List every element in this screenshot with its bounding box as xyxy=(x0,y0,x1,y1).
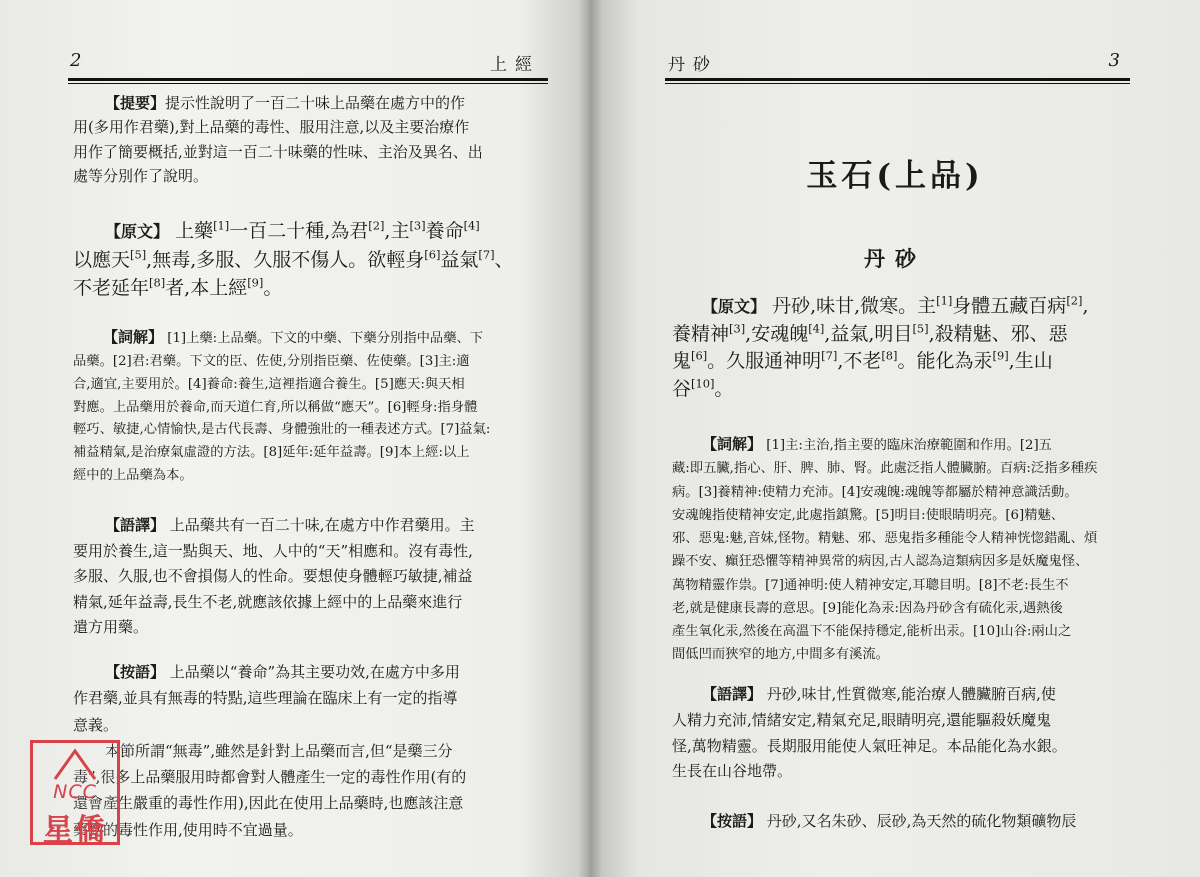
right-page-header xyxy=(668,50,1120,76)
cijie-label: 【詞解】 xyxy=(103,328,164,346)
text-run: ,無毒,多服、久服不傷人。欲輕身 xyxy=(146,248,425,271)
note-ref: [5] xyxy=(912,321,929,336)
cijie-line: 間低凹而狹窄的地方,中間多有溪流。 xyxy=(672,647,889,663)
text-run: ,安魂魄 xyxy=(745,322,809,345)
right-page-number: 3 xyxy=(1108,50,1120,71)
cijie-line: [1]主:主治,指主要的臨床治療範圍和作用。[2]五 xyxy=(766,438,1052,453)
yuyi-line: 生長在山谷地帶。 xyxy=(672,762,793,781)
text-run: ,生山 xyxy=(1008,350,1053,373)
text-run: 上藥 xyxy=(175,220,214,242)
note-ref: [6] xyxy=(691,348,708,363)
yuanwen-section xyxy=(73,217,553,303)
text-run: 益氣 xyxy=(440,248,479,271)
cijie-line: 藏:即五臟,指心、肝、脾、肺、腎。此處泛指人體臟腑。百病:泛指多種疾 xyxy=(672,461,1098,477)
note-ref: [7] xyxy=(478,247,495,262)
text-run: 身體五藏百病 xyxy=(952,295,1067,317)
herb-yuanwen-section xyxy=(672,293,1142,403)
text-run: 不老延年 xyxy=(73,277,150,299)
anyu-line: 藥物的毒性作用,使用時不宜過量。 xyxy=(73,820,303,839)
cijie-line: 品藥。[2]君:君藥。下文的臣、佐使,分別指臣藥、佐使藥。[3]主:適 xyxy=(73,353,470,369)
text-run: 養精神 xyxy=(672,322,730,345)
cijie-line: 對應。上品藥用於養命,而天道仁育,所以稱做“應天”。[6]輕身:指身體 xyxy=(73,399,478,415)
text-run: 。久服通神明 xyxy=(707,350,822,373)
yuyi-line: 要用於養生,這一點與天、地、人中的“天”相應和。沒有毒性, xyxy=(73,541,473,560)
chapter-title: 玉石(上品) xyxy=(806,158,984,194)
note-ref: [2] xyxy=(368,218,385,233)
herb-cijie-label: 【詞解】 xyxy=(702,435,763,453)
herb-yuyi-label: 【語譯】 xyxy=(702,685,763,703)
note-ref: [9] xyxy=(992,348,1009,363)
text-run: 。 xyxy=(714,377,734,400)
cijie-line: [1]上藥:上品藥。下文的中藥、下藥分別指中品藥、下 xyxy=(167,331,484,346)
right-header-rule-thin xyxy=(665,83,1130,84)
herb-yuyi-section xyxy=(672,682,1142,785)
tiyao-line: 提示性說明了一百二十味上品藥在處方中的作 xyxy=(165,94,466,112)
note-ref: [10] xyxy=(691,376,715,391)
anyu-line: 意義。 xyxy=(73,715,119,734)
anyu-line: 丹砂,又名朱砂、辰砂,為天然的硫化物類礦物辰 xyxy=(766,812,1077,830)
herb-title: 丹砂 xyxy=(864,246,926,271)
note-ref: [1] xyxy=(936,293,953,308)
note-ref: [8] xyxy=(149,275,166,290)
note-ref: [6] xyxy=(424,247,441,262)
text-run: , xyxy=(1082,295,1089,317)
cijie-section xyxy=(73,325,553,488)
cijie-line: 邪、惡鬼:魅,音妹,怪物。精魅、邪、惡鬼指多種能令人精神恍惚錯亂、煩 xyxy=(672,531,1098,547)
note-ref: [1] xyxy=(213,218,230,233)
ncc-watermark-stamp xyxy=(30,740,120,848)
left-page-number: 2 xyxy=(70,50,82,71)
cijie-line: 病。[3]養精神:使精力充沛。[4]安魂魄:魂魄等都屬於精神意識活動。 xyxy=(672,484,1078,500)
text-run: 。能化為汞 xyxy=(897,350,993,373)
yuyi-line: 多服、久服,也不會損傷人的性命。要想使身體輕巧敏捷,補益 xyxy=(73,567,473,585)
note-ref: [7] xyxy=(821,348,838,363)
text-run: 以應天 xyxy=(73,248,131,271)
left-header-rule xyxy=(68,78,548,81)
anyu-line: 上品藥以“養命”為其主要功效,在處方中多用 xyxy=(169,663,460,681)
right-header-rule xyxy=(665,78,1130,81)
text-run: ,不老 xyxy=(837,350,882,373)
right-running-head: 丹砂 xyxy=(668,55,718,75)
book-gutter xyxy=(578,0,602,877)
note-ref: [3] xyxy=(729,321,746,336)
text-run: 丹砂,味甘,微寒。主 xyxy=(772,295,937,317)
tiyao-line: 用作了簡要概括,並對這一百二十味藥的性味、主治及異名、出 xyxy=(73,142,483,161)
left-header-rule-thin xyxy=(68,83,548,84)
cijie-line: 產生氧化汞,然後在高溫下不能保持穩定,能析出汞。[10]山谷:兩山之 xyxy=(672,624,1072,640)
anyu-line: 還會產生嚴重的毒性作用),因此在使用上品藥時,也應該注意 xyxy=(73,794,464,813)
cijie-line: 補益精氣,是治療氣虛證的方法。[8]延年:延年益壽。[9]本上經:以上 xyxy=(73,445,470,461)
tiyao-label: 【提要】 xyxy=(105,94,166,112)
text-run: 鬼 xyxy=(672,350,692,373)
text-run: ,主 xyxy=(384,220,410,242)
yuyi-line: 丹砂,味甘,性質微寒,能治療人體臟腑百病,使 xyxy=(766,685,1056,703)
cijie-line: 老,就是健康長壽的意思。[9]能化為汞:因為丹砂含有硫化汞,遇熱後 xyxy=(672,600,1063,616)
note-ref: [3] xyxy=(409,218,426,233)
herb-anyu-section xyxy=(672,809,1142,833)
cijie-line: 萬物精靈作祟。[7]通神明:使人精神安定,耳聰目明。[8]不老:長生不 xyxy=(672,577,1069,593)
yuyi-line: 上品藥共有一百二十味,在處方中作君藥用。主 xyxy=(169,516,475,534)
cijie-line: 躁不安、癲狂恐懼等精神異常的病因,古人認為這類病因多是妖魔鬼怪、 xyxy=(672,554,1089,570)
text-run: ,益氣,明目 xyxy=(824,322,913,345)
text-run: 。 xyxy=(263,277,283,299)
watermark-text-cjk: 星僑 xyxy=(43,813,107,848)
note-ref: [4] xyxy=(463,218,480,233)
note-ref: [2] xyxy=(1066,293,1083,308)
yuyi-line: 人精力充沛,情緒安定,精氣充足,眼睛明亮,還能驅殺妖魔鬼 xyxy=(672,710,1052,729)
note-ref: [5] xyxy=(130,247,147,262)
anyu-line: 毒”,很多上品藥服用時都會對人體產生一定的毒性作用(有的 xyxy=(73,768,467,786)
cijie-line: 輕巧、敏捷,心情愉快,是古代長壽、身體強壯的一種表述方式。[7]益氣: xyxy=(73,422,491,438)
house-roof-icon xyxy=(53,747,97,781)
yuyi-line: 遣方用藥。 xyxy=(73,618,149,636)
watermark-text-latin: NCC xyxy=(53,781,97,803)
text-run: 一百二十種,為君 xyxy=(229,220,369,242)
text-run: 谷 xyxy=(672,377,692,400)
yuyi-line: 怪,萬物精靈。長期服用能使人氣旺神足。本品能化為水銀。 xyxy=(672,736,1067,755)
text-run: 養命 xyxy=(425,220,464,242)
anyu-label: 【按語】 xyxy=(105,663,166,681)
text-run: 者,本上經 xyxy=(165,277,248,299)
anyu-line: 本節所謂“無毒”,雖然是針對上品藥而言,但“是藥三分 xyxy=(105,741,453,760)
note-ref: [9] xyxy=(247,275,264,290)
yuanwen-label: 【原文】 xyxy=(105,222,170,241)
tiyao-section xyxy=(73,91,543,188)
text-run: 、 xyxy=(494,248,514,271)
left-page-header xyxy=(70,50,540,76)
anyu-line: 作君藥,並具有無毒的特點,這些理論在臨床上有一定的指導 xyxy=(73,689,458,708)
yuyi-section xyxy=(73,513,553,641)
tiyao-line: 處等分別作了說明。 xyxy=(73,166,209,185)
note-ref: [4] xyxy=(808,321,825,336)
herb-yuanwen-label: 【原文】 xyxy=(702,297,767,316)
cijie-line: 經中的上品藥為本。 xyxy=(73,468,193,484)
herb-cijie-section xyxy=(672,431,1142,667)
note-ref: [8] xyxy=(881,348,898,363)
cijie-line: 合,適宜,主要用於。[4]養命:養生,這裡指適合養生。[5]應天:與天相 xyxy=(73,376,465,392)
cijie-line: 安魂魄指使精神安定,此處指鎮驚。[5]明目:使眼睛明亮。[6]精魅、 xyxy=(672,507,1065,523)
yuyi-label: 【語譯】 xyxy=(105,516,166,534)
yuyi-line: 精氣,延年益壽,長生不老,就應該依據上經中的上品藥來進行 xyxy=(73,592,463,611)
left-running-head: 上經 xyxy=(490,55,540,75)
herb-anyu-label: 【按語】 xyxy=(702,812,763,830)
anyu-section xyxy=(73,659,553,843)
tiyao-line: 用(多用作君藥),對上品藥的毒性、服用注意,以及主要治療作 xyxy=(73,118,470,137)
text-run: ,殺精魅、邪、惡 xyxy=(928,322,1068,345)
